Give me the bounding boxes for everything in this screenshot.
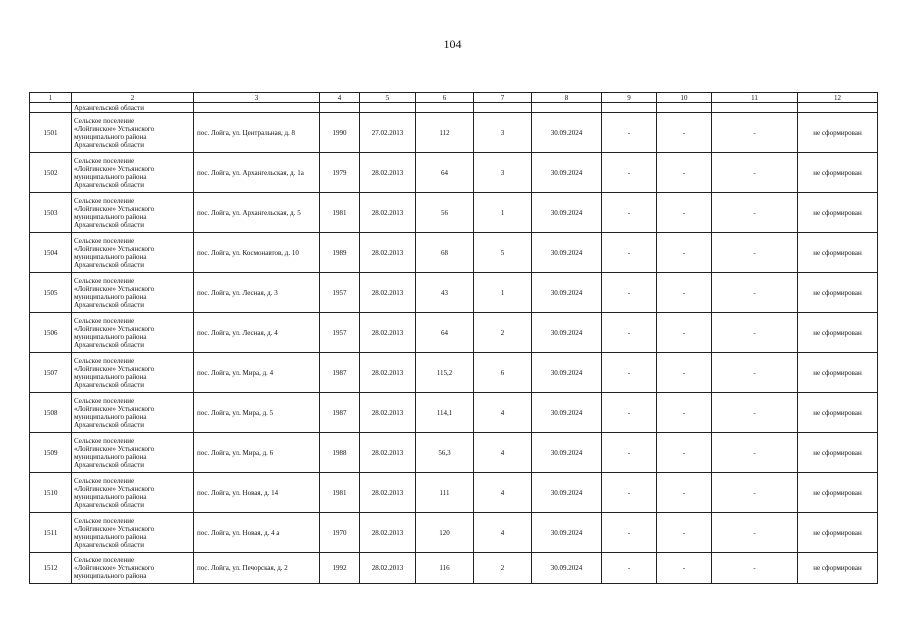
organization-line: Сельское поселение bbox=[74, 236, 135, 245]
column-number-5: 5 bbox=[360, 93, 416, 103]
organization-cell bbox=[72, 233, 194, 273]
column-11-cell: - bbox=[712, 433, 798, 473]
column-11-cell: - bbox=[712, 353, 798, 393]
residents-count-cell: 1 bbox=[474, 193, 532, 233]
construction-year-cell: 1987 bbox=[320, 393, 360, 433]
organization-line: Архангельской области bbox=[74, 380, 144, 389]
recognition-date-cell: 28.02.2013 bbox=[360, 393, 416, 433]
organization-line: Архангельской области bbox=[74, 540, 144, 549]
organization-line: Архангельской области bbox=[74, 260, 144, 269]
planned-date-cell: 30.09.2024 bbox=[532, 233, 602, 273]
construction-year-cell bbox=[320, 103, 360, 113]
planned-date-cell: 30.09.2024 bbox=[532, 513, 602, 553]
organization-line: Архангельской области bbox=[74, 103, 144, 112]
address-cell: пос. Лойга, ул. Архангельская, д. 1а bbox=[194, 153, 320, 193]
construction-year-cell: 1990 bbox=[320, 113, 360, 153]
organization-line: «Лойгинское» Устьянского bbox=[74, 204, 155, 213]
status-cell: не сформирован bbox=[798, 393, 878, 433]
recognition-date-cell: 27.02.2013 bbox=[360, 113, 416, 153]
organization-line: муниципального района bbox=[74, 572, 147, 580]
record-number-cell: 1506 bbox=[30, 313, 72, 353]
table-row bbox=[30, 193, 878, 233]
address-cell: пос. Лойга, ул. Лесная, д. 3 bbox=[194, 273, 320, 313]
organization-line: «Лойгинское» Устьянского bbox=[74, 524, 155, 533]
organization-cell bbox=[72, 513, 194, 553]
column-number-11: 11 bbox=[712, 93, 798, 103]
column-10-cell: - bbox=[657, 513, 712, 553]
area-cell: 111 bbox=[416, 473, 474, 513]
address-cell: пос. Лойга, ул. Новая, д. 4 а bbox=[194, 513, 320, 553]
table-row bbox=[30, 393, 878, 433]
status-cell: не сформирован bbox=[798, 553, 878, 584]
recognition-date-cell: 28.02.2013 bbox=[360, 313, 416, 353]
column-10-cell: - bbox=[657, 273, 712, 313]
column-10-cell bbox=[657, 103, 712, 113]
construction-year-cell: 1981 bbox=[320, 473, 360, 513]
table-row bbox=[30, 513, 878, 553]
organization-line: Архангельской области bbox=[74, 340, 144, 349]
planned-date-cell: 30.09.2024 bbox=[532, 353, 602, 393]
column-9-cell: - bbox=[602, 353, 657, 393]
organization-line: муниципального района bbox=[74, 532, 147, 541]
organization-line: Архангельской области bbox=[74, 300, 144, 309]
column-10-cell: - bbox=[657, 233, 712, 273]
area-cell: 64 bbox=[416, 153, 474, 193]
address-cell: пос. Лойга, ул. Архангельская, д. 5 bbox=[194, 193, 320, 233]
residents-count-cell bbox=[474, 103, 532, 113]
organization-line: Сельское поселение bbox=[74, 476, 135, 485]
organization-line: Архангельской области bbox=[74, 140, 144, 149]
table-row bbox=[30, 233, 878, 273]
recognition-date-cell: 28.02.2013 bbox=[360, 353, 416, 393]
organization-cell bbox=[72, 313, 194, 353]
residents-count-cell: 5 bbox=[474, 233, 532, 273]
record-number-cell: 1510 bbox=[30, 473, 72, 513]
record-number-cell: 1508 bbox=[30, 393, 72, 433]
column-10-cell: - bbox=[657, 473, 712, 513]
organization-line: «Лойгинское» Устьянского bbox=[74, 244, 155, 253]
planned-date-cell: 30.09.2024 bbox=[532, 393, 602, 433]
residents-count-cell: 4 bbox=[474, 433, 532, 473]
area-cell: 120 bbox=[416, 513, 474, 553]
area-cell: 56 bbox=[416, 193, 474, 233]
column-11-cell: - bbox=[712, 313, 798, 353]
planned-date-cell bbox=[532, 103, 602, 113]
status-cell: не сформирован bbox=[798, 273, 878, 313]
address-cell: пос. Лойга, ул. Мира, д. 6 bbox=[194, 433, 320, 473]
area-cell: 64 bbox=[416, 313, 474, 353]
page-number: 104 bbox=[443, 37, 462, 51]
organization-line: Сельское поселение bbox=[74, 276, 135, 285]
address-cell: пос. Лойга, ул. Центральная, д. 8 bbox=[194, 113, 320, 153]
column-10-cell: - bbox=[657, 353, 712, 393]
column-number-9: 9 bbox=[602, 93, 657, 103]
planned-date-cell: 30.09.2024 bbox=[532, 553, 602, 584]
construction-year-cell: 1957 bbox=[320, 273, 360, 313]
status-cell: не сформирован bbox=[798, 153, 878, 193]
table-row bbox=[30, 273, 878, 313]
construction-year-cell: 1992 bbox=[320, 553, 360, 584]
table-body bbox=[30, 93, 878, 584]
record-number-cell: 1502 bbox=[30, 153, 72, 193]
column-9-cell: - bbox=[602, 393, 657, 433]
organization-line: Архангельской области bbox=[74, 180, 144, 189]
organization-line: муниципального района bbox=[74, 452, 147, 461]
column-10-cell: - bbox=[657, 153, 712, 193]
column-11-cell: - bbox=[712, 473, 798, 513]
address-cell: пос. Лойга, ул. Лесная, д. 4 bbox=[194, 313, 320, 353]
column-number-2: 2 bbox=[72, 93, 194, 103]
organization-line: «Лойгинское» Устьянского bbox=[74, 324, 155, 333]
column-number-6: 6 bbox=[416, 93, 474, 103]
column-number-3: 3 bbox=[194, 93, 320, 103]
residents-count-cell: 4 bbox=[474, 393, 532, 433]
recognition-date-cell: 28.02.2013 bbox=[360, 553, 416, 584]
organization-line: Архангельской области bbox=[74, 500, 144, 509]
column-number-1: 1 bbox=[30, 93, 72, 103]
organization-line: Архангельской области bbox=[74, 420, 144, 429]
recognition-date-cell: 28.02.2013 bbox=[360, 273, 416, 313]
column-number-7: 7 bbox=[474, 93, 532, 103]
record-number-cell: 1503 bbox=[30, 193, 72, 233]
organization-line: муниципального района bbox=[74, 492, 147, 501]
organization-line: Сельское поселение bbox=[74, 516, 135, 525]
column-10-cell: - bbox=[657, 313, 712, 353]
column-9-cell: - bbox=[602, 553, 657, 584]
address-cell: пос. Лойга, ул. Мира, д. 4 bbox=[194, 353, 320, 393]
organization-cell bbox=[72, 433, 194, 473]
address-cell: пос. Лойга, ул. Мира, д. 5 bbox=[194, 393, 320, 433]
organization-cell bbox=[72, 193, 194, 233]
organization-cell bbox=[72, 393, 194, 433]
continuation-row bbox=[30, 103, 878, 113]
column-11-cell: - bbox=[712, 233, 798, 273]
organization-line: «Лойгинское» Устьянского bbox=[74, 564, 155, 572]
organization-line: Сельское поселение bbox=[74, 556, 135, 564]
organization-line: муниципального района bbox=[74, 212, 147, 221]
column-10-cell: - bbox=[657, 433, 712, 473]
residents-count-cell: 3 bbox=[474, 153, 532, 193]
table-row bbox=[30, 153, 878, 193]
construction-year-cell: 1987 bbox=[320, 353, 360, 393]
recognition-date-cell bbox=[360, 103, 416, 113]
recognition-date-cell: 28.02.2013 bbox=[360, 193, 416, 233]
organization-line: «Лойгинское» Устьянского bbox=[74, 124, 155, 133]
column-10-cell: - bbox=[657, 393, 712, 433]
status-cell: не сформирован bbox=[798, 473, 878, 513]
planned-date-cell: 30.09.2024 bbox=[532, 473, 602, 513]
status-cell: не сформирован bbox=[798, 353, 878, 393]
construction-year-cell: 1970 bbox=[320, 513, 360, 553]
construction-year-cell: 1988 bbox=[320, 433, 360, 473]
planned-date-cell: 30.09.2024 bbox=[532, 433, 602, 473]
organization-line: Сельское поселение bbox=[74, 356, 135, 365]
table-row bbox=[30, 353, 878, 393]
housing-register-table bbox=[29, 92, 878, 584]
organization-line: Архангельской области bbox=[74, 220, 144, 229]
planned-date-cell: 30.09.2024 bbox=[532, 313, 602, 353]
record-number-cell: 1501 bbox=[30, 113, 72, 153]
column-9-cell: - bbox=[602, 473, 657, 513]
column-11-cell: - bbox=[712, 513, 798, 553]
organization-line: «Лойгинское» Устьянского bbox=[74, 484, 155, 493]
organization-line: муниципального района bbox=[74, 172, 147, 181]
column-9-cell: - bbox=[602, 233, 657, 273]
organization-line: муниципального района bbox=[74, 412, 147, 421]
area-cell: 116 bbox=[416, 553, 474, 584]
organization-cell bbox=[72, 103, 194, 113]
column-10-cell: - bbox=[657, 113, 712, 153]
status-cell: не сформирован bbox=[798, 113, 878, 153]
recognition-date-cell: 28.02.2013 bbox=[360, 433, 416, 473]
status-cell bbox=[798, 103, 878, 113]
organization-cell bbox=[72, 353, 194, 393]
organization-line: муниципального района bbox=[74, 132, 147, 141]
address-cell bbox=[194, 103, 320, 113]
area-cell: 114,1 bbox=[416, 393, 474, 433]
organization-line: «Лойгинское» Устьянского bbox=[74, 404, 155, 413]
column-11-cell: - bbox=[712, 193, 798, 233]
address-cell: пос. Лойга, ул. Космонавтов, д. 10 bbox=[194, 233, 320, 273]
organization-line: муниципального района bbox=[74, 332, 147, 341]
status-cell: не сформирован bbox=[798, 233, 878, 273]
organization-line: «Лойгинское» Устьянского bbox=[74, 364, 155, 373]
column-9-cell: - bbox=[602, 113, 657, 153]
address-cell: пос. Лойга, ул. Печорская, д. 2 bbox=[194, 553, 320, 584]
organization-line: Сельское поселение bbox=[74, 116, 135, 125]
organization-line: Сельское поселение bbox=[74, 156, 135, 165]
organization-line: Сельское поселение bbox=[74, 436, 135, 445]
table-row bbox=[30, 433, 878, 473]
status-cell: не сформирован bbox=[798, 313, 878, 353]
organization-line: Сельское поселение bbox=[74, 316, 135, 325]
organization-line: «Лойгинское» Устьянского bbox=[74, 164, 155, 173]
construction-year-cell: 1979 bbox=[320, 153, 360, 193]
organization-cell bbox=[72, 153, 194, 193]
area-cell: 68 bbox=[416, 233, 474, 273]
status-cell: не сформирован bbox=[798, 433, 878, 473]
column-11-cell bbox=[712, 103, 798, 113]
status-cell: не сформирован bbox=[798, 193, 878, 233]
column-10-cell: - bbox=[657, 193, 712, 233]
record-number-cell: 1507 bbox=[30, 353, 72, 393]
recognition-date-cell: 28.02.2013 bbox=[360, 513, 416, 553]
table-row bbox=[30, 113, 878, 153]
column-9-cell: - bbox=[602, 513, 657, 553]
residents-count-cell: 6 bbox=[474, 353, 532, 393]
area-cell: 115,2 bbox=[416, 353, 474, 393]
column-number-12: 12 bbox=[798, 93, 878, 103]
column-number-8: 8 bbox=[532, 93, 602, 103]
column-9-cell: - bbox=[602, 273, 657, 313]
residents-count-cell: 4 bbox=[474, 513, 532, 553]
column-9-cell: - bbox=[602, 193, 657, 233]
area-cell bbox=[416, 103, 474, 113]
column-9-cell bbox=[602, 103, 657, 113]
residents-count-cell: 2 bbox=[474, 313, 532, 353]
organization-cell bbox=[72, 113, 194, 153]
area-cell: 56,3 bbox=[416, 433, 474, 473]
organization-line: Сельское поселение bbox=[74, 196, 135, 205]
planned-date-cell: 30.09.2024 bbox=[532, 193, 602, 233]
organization-cell bbox=[72, 553, 194, 584]
recognition-date-cell: 28.02.2013 bbox=[360, 233, 416, 273]
organization-line: Архангельской области bbox=[74, 460, 144, 469]
address-cell: пос. Лойга, ул. Новая, д. 14 bbox=[194, 473, 320, 513]
organization-cell bbox=[72, 473, 194, 513]
organization-line: «Лойгинское» Устьянского bbox=[74, 444, 155, 453]
column-number-row bbox=[30, 93, 878, 103]
column-11-cell: - bbox=[712, 273, 798, 313]
organization-line: муниципального района bbox=[74, 292, 147, 301]
area-cell: 112 bbox=[416, 113, 474, 153]
residents-count-cell: 3 bbox=[474, 113, 532, 153]
recognition-date-cell: 28.02.2013 bbox=[360, 473, 416, 513]
planned-date-cell: 30.09.2024 bbox=[532, 113, 602, 153]
column-11-cell: - bbox=[712, 393, 798, 433]
residents-count-cell: 2 bbox=[474, 553, 532, 584]
record-number-cell: 1511 bbox=[30, 513, 72, 553]
area-cell: 43 bbox=[416, 273, 474, 313]
residents-count-cell: 4 bbox=[474, 473, 532, 513]
table-row bbox=[30, 473, 878, 513]
column-11-cell: - bbox=[712, 113, 798, 153]
column-11-cell: - bbox=[712, 553, 798, 584]
record-number-cell: 1512 bbox=[30, 553, 72, 584]
organization-line: муниципального района bbox=[74, 372, 147, 381]
organization-cell bbox=[72, 273, 194, 313]
column-number-4: 4 bbox=[320, 93, 360, 103]
column-11-cell: - bbox=[712, 153, 798, 193]
planned-date-cell: 30.09.2024 bbox=[532, 153, 602, 193]
column-9-cell: - bbox=[602, 313, 657, 353]
organization-line: Сельское поселение bbox=[74, 396, 135, 405]
construction-year-cell: 1989 bbox=[320, 233, 360, 273]
construction-year-cell: 1957 bbox=[320, 313, 360, 353]
recognition-date-cell: 28.02.2013 bbox=[360, 153, 416, 193]
record-number-cell bbox=[30, 103, 72, 113]
planned-date-cell: 30.09.2024 bbox=[532, 273, 602, 313]
column-number-10: 10 bbox=[657, 93, 712, 103]
column-9-cell: - bbox=[602, 153, 657, 193]
record-number-cell: 1504 bbox=[30, 233, 72, 273]
table-row bbox=[30, 313, 878, 353]
record-number-cell: 1505 bbox=[30, 273, 72, 313]
residents-count-cell: 1 bbox=[474, 273, 532, 313]
column-9-cell: - bbox=[602, 433, 657, 473]
construction-year-cell: 1981 bbox=[320, 193, 360, 233]
organization-line: «Лойгинское» Устьянского bbox=[74, 284, 155, 293]
record-number-cell: 1509 bbox=[30, 433, 72, 473]
table-row bbox=[30, 553, 878, 584]
status-cell: не сформирован bbox=[798, 513, 878, 553]
organization-line: муниципального района bbox=[74, 252, 147, 261]
column-10-cell: - bbox=[657, 553, 712, 584]
